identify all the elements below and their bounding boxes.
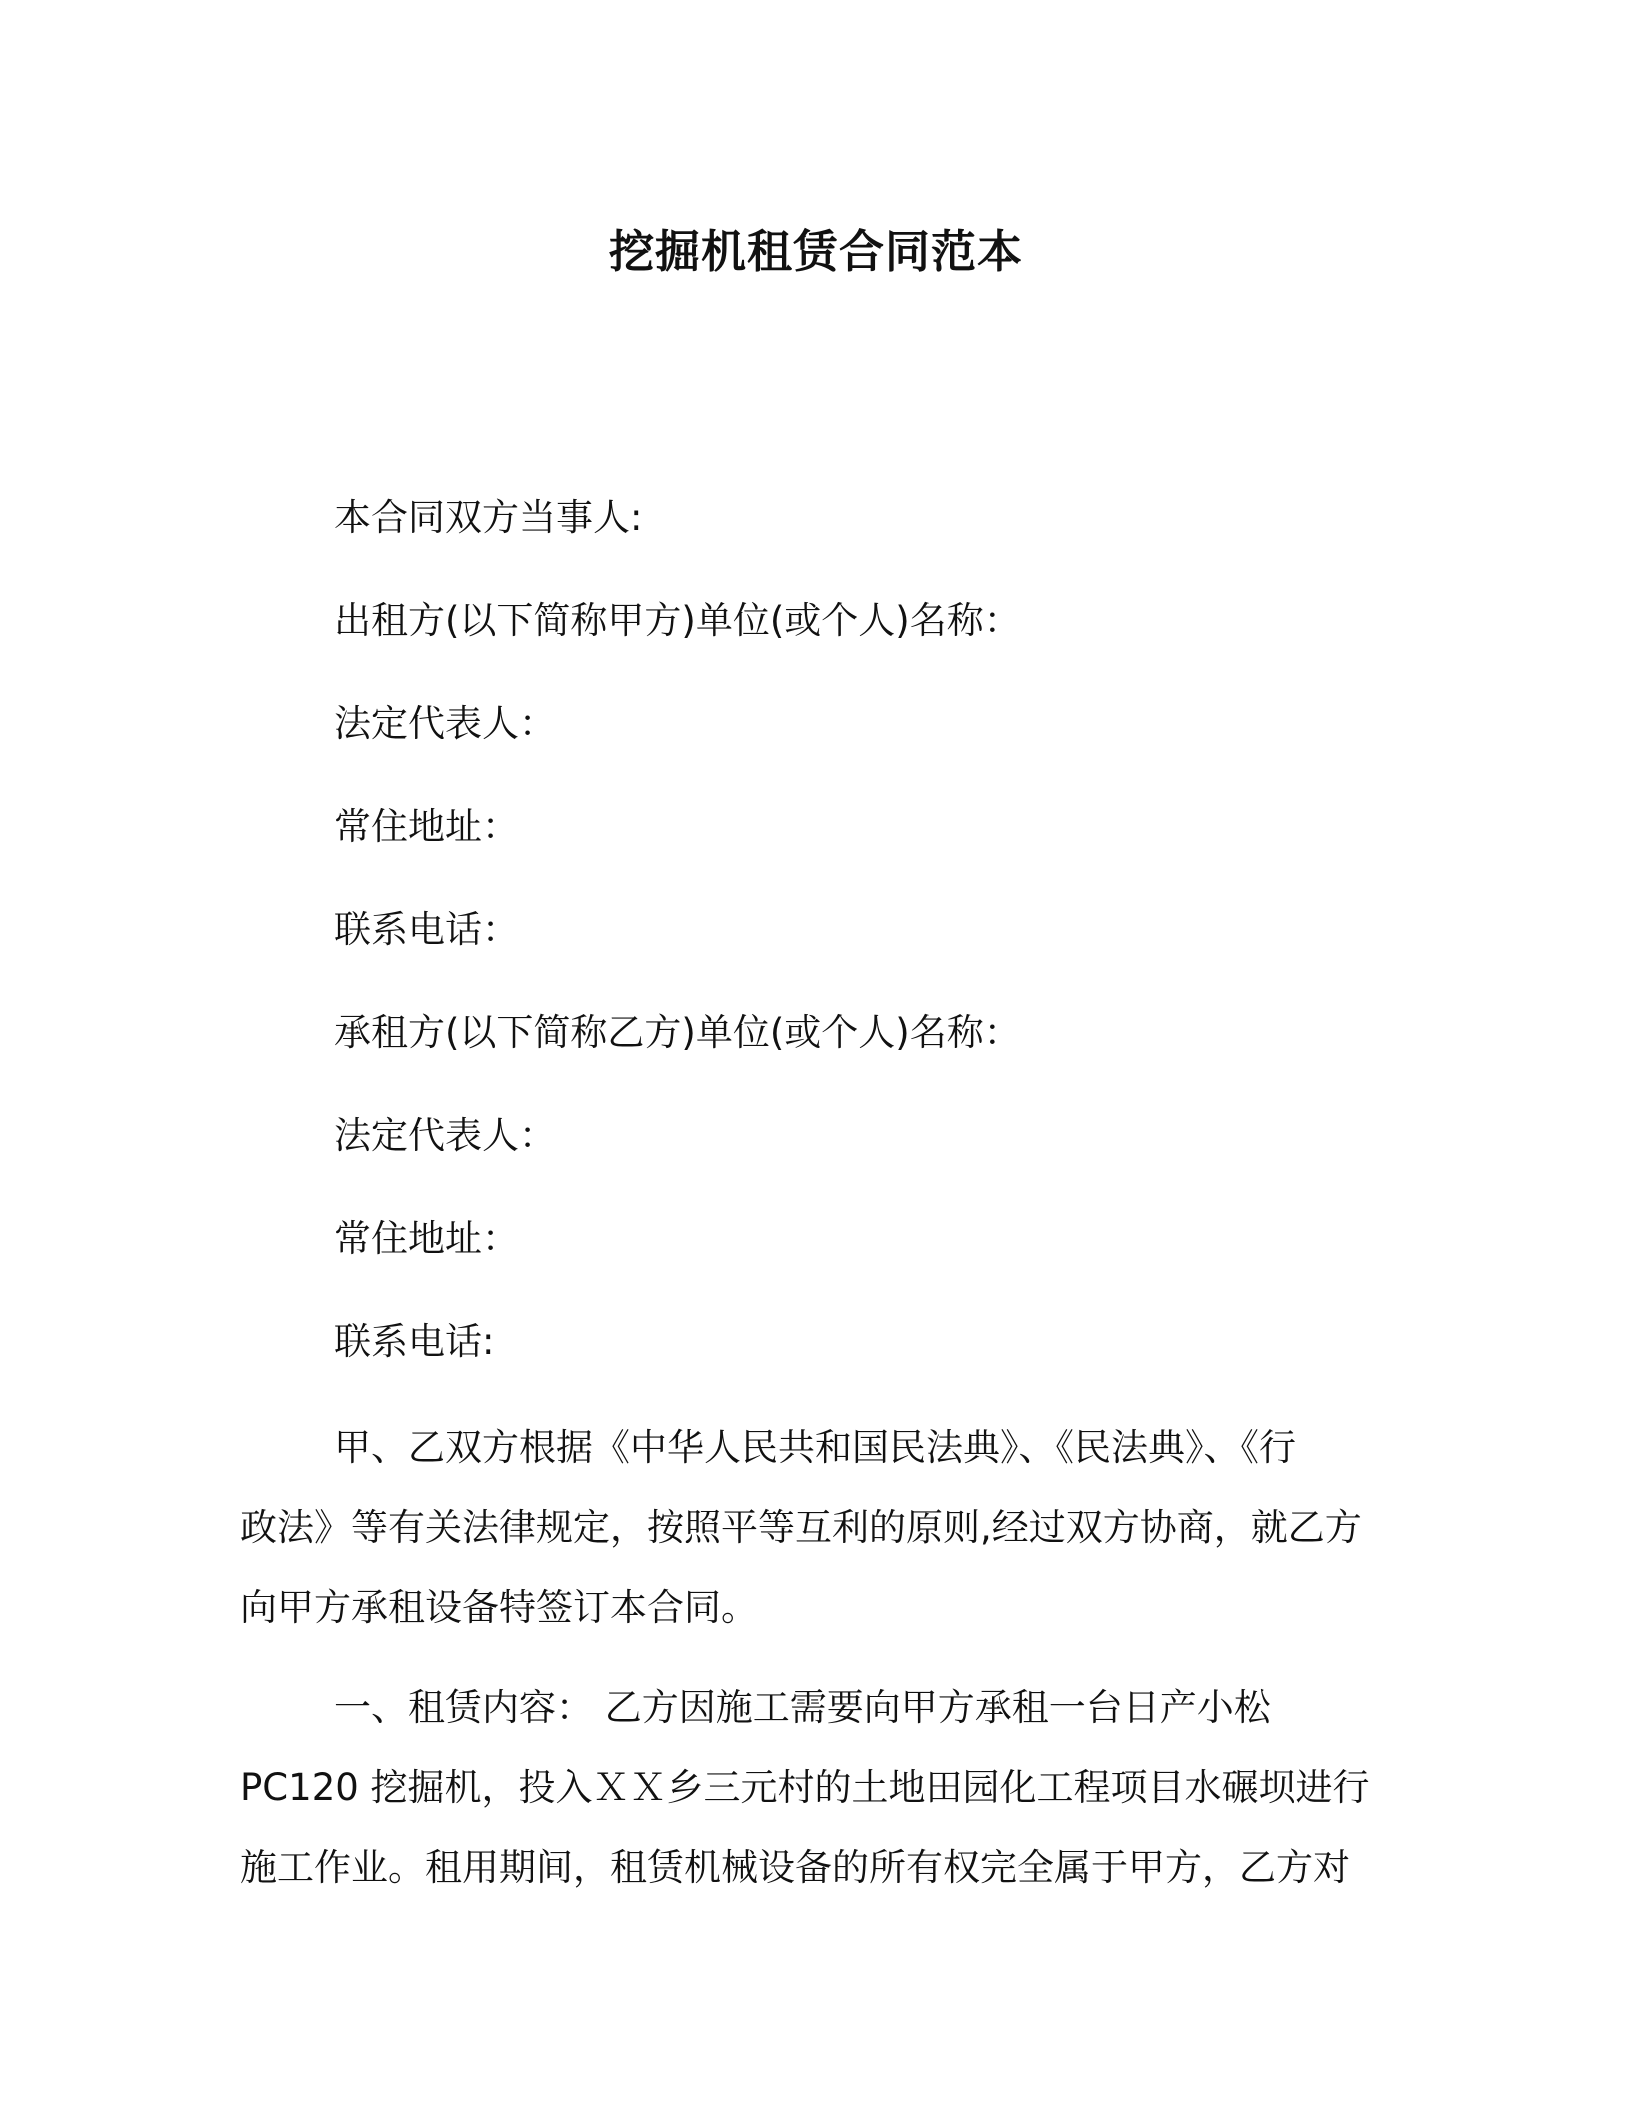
clause-line: 一、租赁内容： 乙方因施工需要向甲方承租一台日产小松 <box>334 1686 1271 1729</box>
clause-1-paragraph <box>240 1683 1390 1923</box>
lessor-name-label: 出租方(以下简称甲方)单位(或个人)名称： <box>334 599 1021 642</box>
preamble-paragraph <box>240 1423 1390 1663</box>
lessee-address-label: 常住地址： <box>334 1217 519 1260</box>
lessor-phone-label: 联系电话： <box>334 908 519 951</box>
document-title: 挖掘机租赁合同范本 <box>608 225 1023 278</box>
lessor-representative-label: 法定代表人： <box>334 702 556 745</box>
lessee-name-label: 承租方(以下简称乙方)单位(或个人)名称： <box>334 1011 1021 1054</box>
lessee-representative-label: 法定代表人： <box>334 1114 556 1157</box>
clause-line: PC120 挖掘机，投入ＸＸ乡三元村的土地田园化工程项目水碾坝进行 <box>240 1766 1370 1809</box>
preamble-line: 甲、乙双方根据《中华人民共和国民法典》、《民法典》、《行 <box>334 1426 1296 1469</box>
clause-line: 施工作业。租用期间，租赁机械设备的所有权完全属于甲方，乙方对 <box>240 1846 1350 1889</box>
preamble-line: 政法》等有关法律规定，按照平等互利的原则,经过双方协商，就乙方 <box>240 1506 1362 1549</box>
lessor-address-label: 常住地址： <box>334 805 519 848</box>
preamble-line: 向甲方承租设备特签订本合同。 <box>240 1586 758 1629</box>
lessee-phone-label: 联系电话: <box>334 1320 495 1363</box>
parties-heading: 本合同双方当事人: <box>334 496 643 539</box>
